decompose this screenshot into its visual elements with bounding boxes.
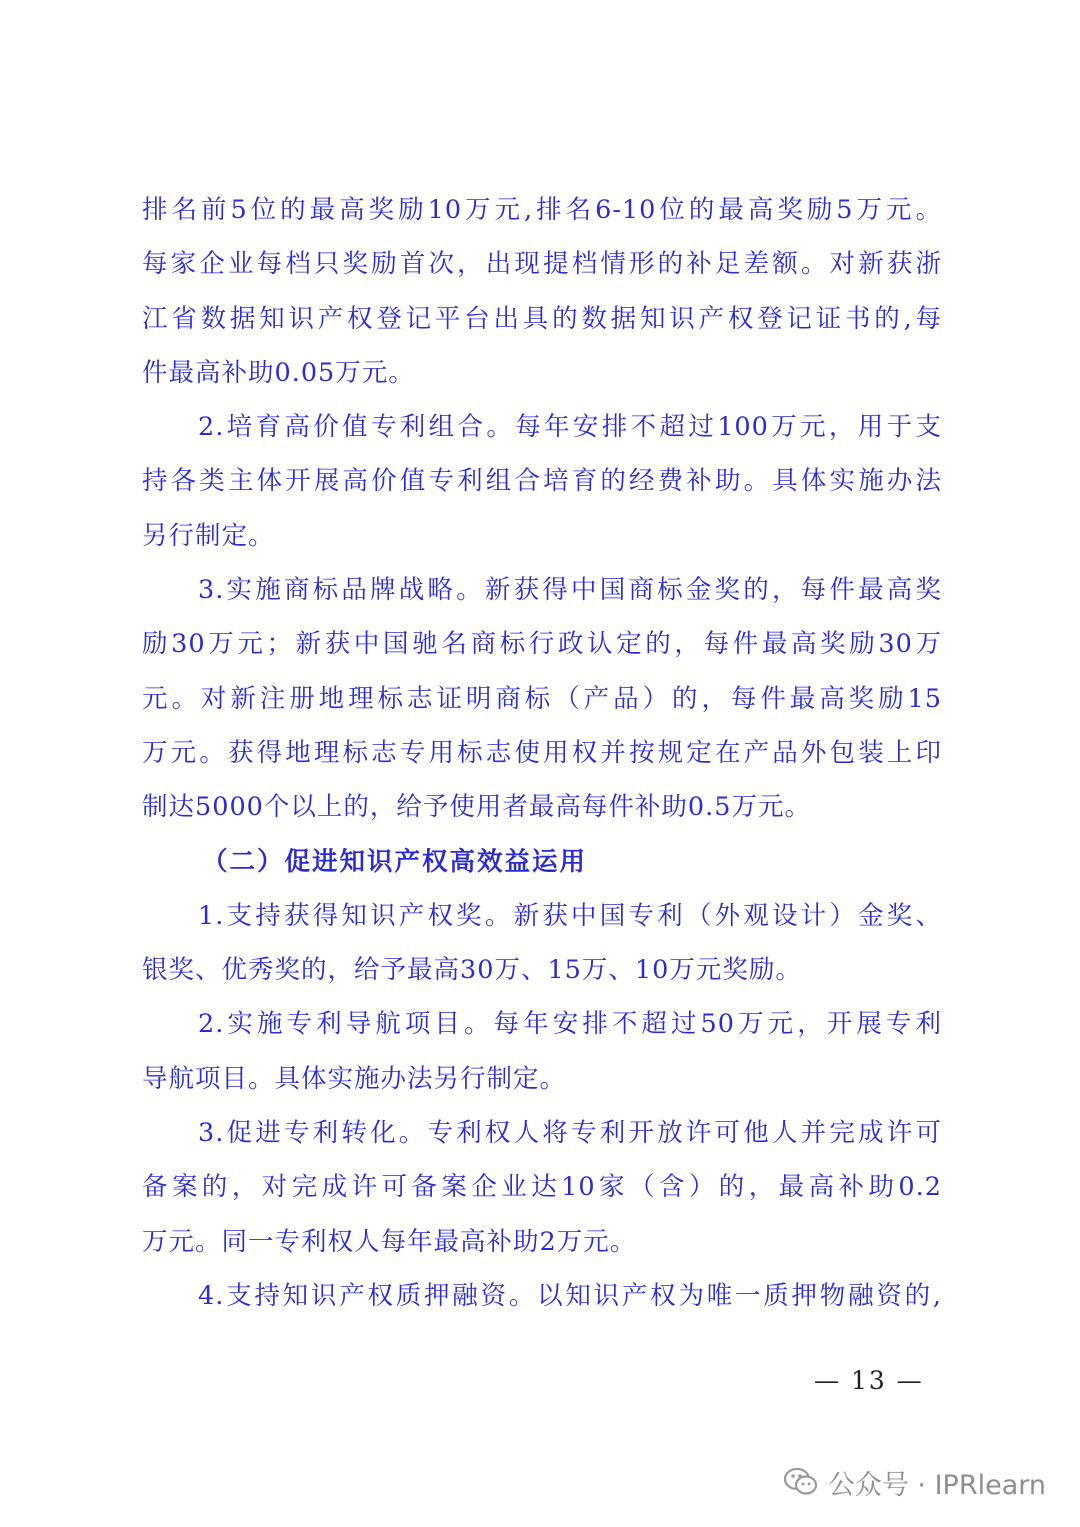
text-line: 持各类主体开展高价值专利组合培育的经费补助。具体实施办法 — [142, 466, 942, 497]
text-line: 4.支持知识产权质押融资。以知识产权为唯一质押物融资的, — [198, 1280, 942, 1311]
watermark-text: 公众号 · IPRlearn — [827, 1469, 1046, 1501]
text-line: 万元。同一专利权人每年最高补助2万元。 — [142, 1226, 637, 1257]
text-line: 备案的，对完成许可备案企业达10家（含）的，最高补助0.2 — [142, 1172, 942, 1203]
section-heading: （二）促进知识产权高效益运用 — [202, 846, 588, 877]
text-line: 3.促进专利转化。专利权人将专利开放许可他人并完成许可 — [198, 1118, 942, 1149]
text-line: 元。对新注册地理标志证明商标（产品）的，每件最高奖励15 — [142, 683, 942, 714]
text-line: 万元。获得地理标志专用标志使用权并按规定在产品外包装上印 — [142, 737, 942, 768]
text-line: 排名前5位的最高奖励10万元,排名6-10位的最高奖励5万元。 — [142, 195, 942, 225]
text-line: 励30万元；新获中国驰名商标行政认定的，每件最高奖励30万 — [142, 629, 942, 660]
text-line: 另行制定。 — [142, 520, 275, 551]
text-line: 导航项目。具体实施办法另行制定。 — [142, 1063, 567, 1094]
text-line: 每家企业每档只奖励首次，出现提档情形的补足差额。对新获浙 — [142, 249, 942, 280]
text-line: 江省数据知识产权登记平台出具的数据知识产权登记证书的,每 — [142, 303, 942, 334]
text-line: 2.实施专利导航项目。每年安排不超过50万元，开展专利 — [198, 1009, 942, 1040]
text-line: 银奖、优秀奖的，给予最高30万、15万、10万元奖励。 — [142, 955, 802, 986]
text-line: 件最高补助0.05万元。 — [142, 357, 415, 388]
text-line: 3.实施商标品牌战略。新获得中国商标金奖的，每件最高奖 — [198, 575, 942, 606]
text-line: 制达5000个以上的，给予使用者最高每件补助0.5万元。 — [142, 792, 811, 823]
document-body — [142, 183, 942, 1323]
wechat-icon — [784, 1467, 818, 1497]
watermark — [784, 1462, 1046, 1502]
page-number: — 13 — — [814, 1366, 924, 1395]
text-line: 2.培育高价值专利组合。每年安排不超过100万元，用于支 — [198, 412, 942, 443]
text-line: 1.支持获得知识产权奖。新获中国专利（外观设计）金奖、 — [198, 900, 942, 931]
